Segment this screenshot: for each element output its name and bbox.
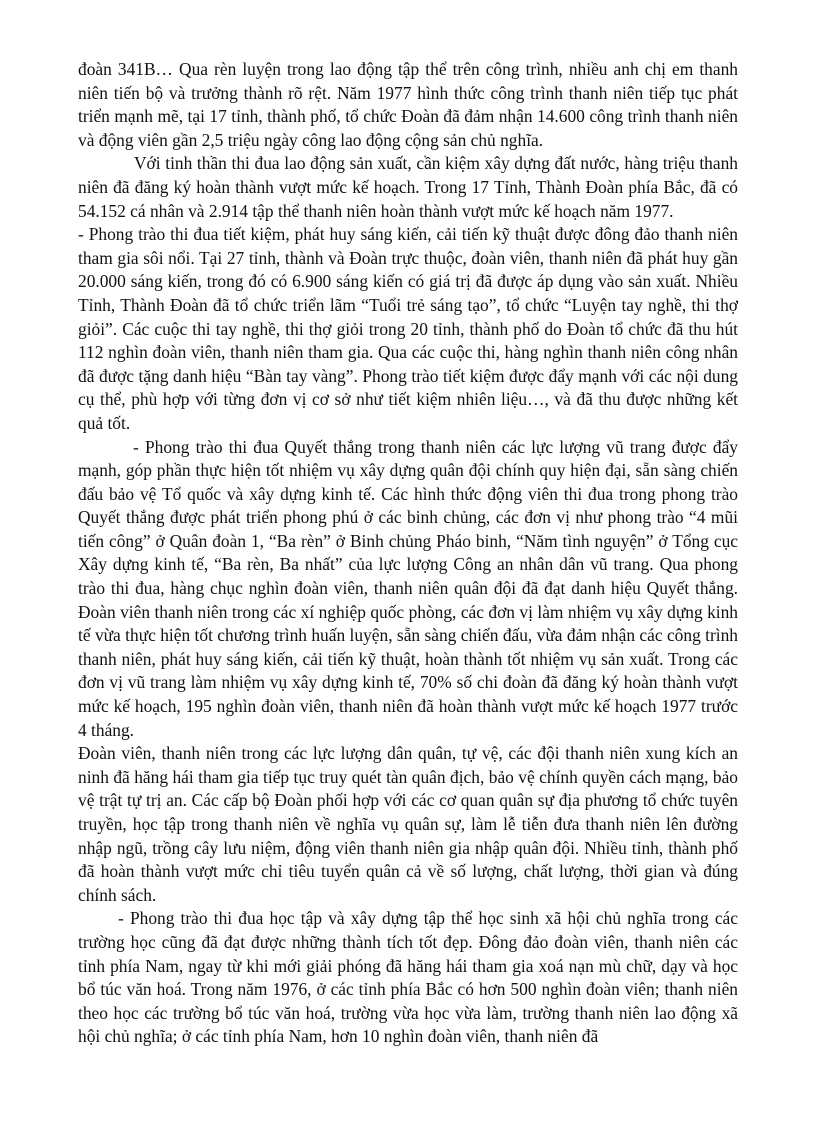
document-page (78, 58, 738, 1049)
paragraph-study-emulation: - Phong trào thi đua học tập và xây dựng tập thể học sinh xã hội chủ nghĩa trong các trường học cũng đã đạt được những thành tích tốt đẹp. Đông đảo đoàn viên, thanh niên các tỉnh phía Nam, ngay từ khi mới giải phóng đã hăng hái tham gia xoá nạn mù chữ, dạy và học bổ túc văn hoá. Trong năm 1976, ở các tỉnh phía Bắc có hơn 500 nghìn đoàn viên; thanh niên theo học các trường bổ túc văn hoá, trường vừa học vừa làm, trường thanh niên lao động xã hội chủ nghĩa; ở các tỉnh phía Nam, hơn 10 nghìn đoàn viên, thanh niên đã (78, 908, 738, 1047)
paragraph-savings-innovation: - Phong trào thi đua tiết kiệm, phát huy sáng kiến, cải tiến kỹ thuật được đông đảo thanh niên tham gia sôi nổi. Tại 27 tỉnh, thành và Đoàn trực thuộc, đoàn viên, thanh niên đã phát huy gần 20.000 sáng kiến, trong đó có 6.900 sáng kiến có giá trị đã được áp dụng vào sản xuất. Nhiều Tỉnh, Thành Đoàn đã tổ chức triển lãm “Tuổi trẻ sáng tạo”, tổ chức “Luyện tay nghề, thi thợ giỏi”. Các cuộc thi tay nghề, thi thợ giỏi trong 20 tỉnh, thành phố do Đoàn tổ chức đã thu hút 112 nghìn đoàn viên, thanh niên tham gia. Qua các cuộc thi, hàng nghìn thanh niên công nhân đã được tặng danh hiệu “Bàn tay vàng”. Phong trào tiết kiệm được đẩy mạnh với các nội dung cụ thể, phù hợp với từng đơn vị cơ sở như tiết kiệm nhiên liệu…, và đã thu được những kết quả tốt. (78, 224, 738, 433)
paragraph-construction-works: đoàn 341B… Qua rèn luyện trong lao động tập thể trên công trình, nhiều anh chị em thanh niên tiến bộ và trưởng thành rõ rệt. Năm 1977 hình thức công trình thanh niên tiếp tục phát triển mạnh mẽ, tại 17 tỉnh, thành phố, tổ chức Đoàn đã đảm nhận 14.600 công trình thanh niên và động viên gần 2,5 triệu ngày công lao động cộng sản chủ nghĩa. (78, 59, 738, 150)
paragraph-production-emulation: Với tinh thần thi đua lao động sản xuất, cần kiệm xây dựng đất nước, hàng triệu thanh niên đã đăng ký hoàn thành vượt mức kế hoạch. Trong 17 Tỉnh, Thành Đoàn phía Bắc, đã có 54.152 cá nhân và 2.914 tập thể thanh niên hoàn thành vượt mức kế hoạch năm 1977. (78, 153, 738, 221)
paragraph-militia-self-defense: Đoàn viên, thanh niên trong các lực lượng dân quân, tự vệ, các đội thanh niên xung kích an ninh đã hăng hái tham gia tiếp tục truy quét tàn quân địch, bảo vệ chính quyền cách mạng, bảo vệ trật tự trị an. Các cấp bộ Đoàn phối hợp với các cơ quan quân sự địa phương tổ chức tuyên truyền, học tập trong thanh niên về nghĩa vụ quân sự, làm lễ tiễn đưa thanh niên lên đường nhập ngũ, trồng cây lưu niệm, động viên thanh niên gia nhập quân đội. Nhiều tỉnh, thành phố đã hoàn thành vượt mức chỉ tiêu tuyển quân cả về số lượng, chất lượng, thời gian và đúng chính sách. (78, 743, 738, 905)
paragraph-determined-to-win: - Phong trào thi đua Quyết thắng trong thanh niên các lực lượng vũ trang được đẩy mạnh, góp phần thực hiện tốt nhiệm vụ xây dựng quân đội chính quy hiện đại, sẵn sàng chiến đấu bảo vệ Tổ quốc và xây dựng kinh tế. Các hình thức động viên thi đua trong phong trào Quyết thắng được phát triển phong phú ở các binh chủng, các đơn vị như phong trào “4 mũi tiến công” ở Quân đoàn 1, “Ba rèn” ở Binh chủng Pháo binh, “Năm tình nguyện” ở Tổng cục Xây dựng kinh tế, “Ba rèn, Ba nhất” của lực lượng Công an nhân dân vũ trang. Qua phong trào thi đua, hàng chục nghìn đoàn viên, thanh niên quân đội đã đạt danh hiệu Quyết thắng. Đoàn viên thanh niên trong các xí nghiệp quốc phòng, các đơn vị làm nhiệm vụ xây dựng kinh tế vừa thực hiện tốt chương trình huấn luyện, sẵn sàng chiến đấu, vừa đảm nhận các công trình thanh niên, phát huy sáng kiến, cải tiến kỹ thuật, hoàn thành tốt nhiệm vụ sản xuất. Trong các đơn vị vũ trang làm nhiệm vụ xây dựng kinh tế, 70% số chi đoàn đã đăng ký hoàn thành vượt mức kế hoạch, 195 nghìn đoàn viên, thanh niên đã hoàn thành vượt mức kế hoạch 1977 trước 4 tháng. (78, 436, 738, 740)
